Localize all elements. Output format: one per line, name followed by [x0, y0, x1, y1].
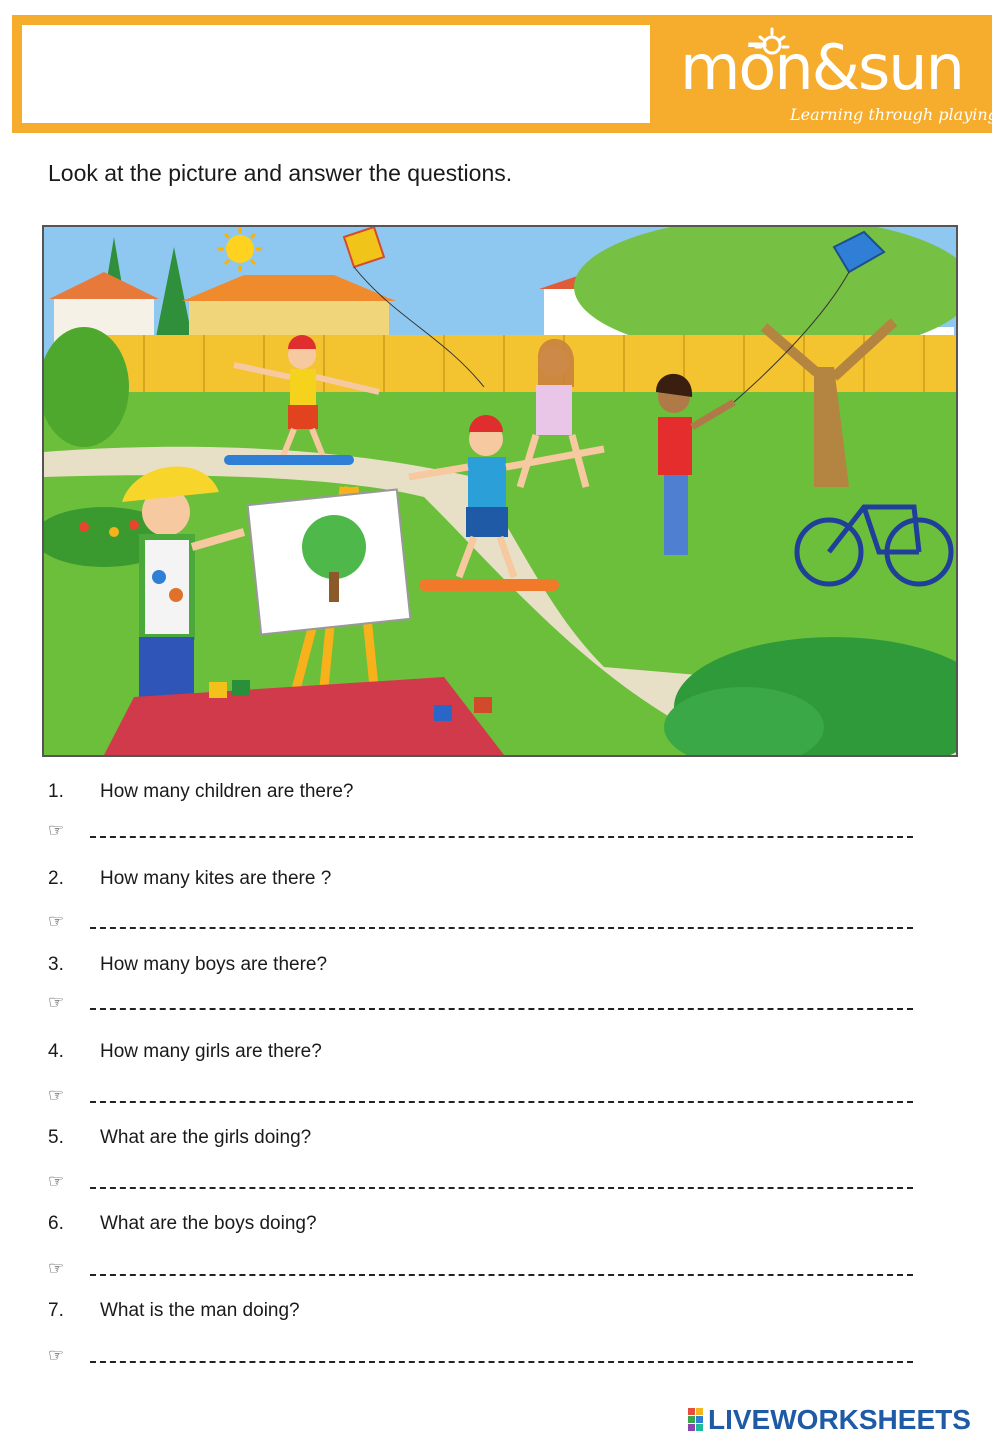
name-box[interactable]	[22, 25, 650, 123]
question-2	[48, 868, 331, 890]
question-number: 7.	[48, 1300, 64, 1321]
answer-line-4[interactable]	[48, 1085, 913, 1107]
answer-line-5[interactable]	[48, 1171, 913, 1193]
pointing-hand-icon: ☞	[48, 1085, 65, 1106]
question-text: What are the boys doing?	[100, 1213, 317, 1234]
footer-brand-text: LIVEWORKSHEETS	[708, 1404, 971, 1435]
logo-text: mōn&sun	[680, 31, 963, 104]
question-number: 3.	[48, 954, 64, 975]
instruction-text: Look at the picture and answer the questions.	[48, 160, 513, 186]
question-4	[48, 1041, 322, 1063]
question-number: 1.	[48, 781, 64, 802]
pointing-hand-icon: ☞	[48, 911, 65, 932]
question-text: What is the man doing?	[100, 1300, 300, 1321]
question-5	[48, 1127, 311, 1149]
logo	[674, 31, 998, 124]
answer-line-3[interactable]	[48, 992, 913, 1014]
question-text: How many boys are there?	[100, 954, 328, 975]
pointing-hand-icon: ☞	[48, 1171, 65, 1192]
question-1	[48, 781, 353, 803]
answer-line-1[interactable]	[48, 820, 913, 842]
question-text: How many children are there?	[100, 781, 354, 802]
question-6	[48, 1213, 317, 1235]
question-3	[48, 954, 327, 976]
logo-tagline: Learning through playing	[790, 105, 998, 124]
question-number: 4.	[48, 1041, 64, 1062]
question-text: What are the girls doing?	[100, 1127, 312, 1148]
liveworksheets-logo-icon	[688, 1408, 704, 1432]
park-scene-svg	[44, 227, 956, 755]
answer-line-6[interactable]	[48, 1258, 913, 1280]
answer-line-7[interactable]	[48, 1345, 913, 1367]
park-scene-illustration	[42, 225, 958, 757]
question-number: 5.	[48, 1127, 64, 1148]
question-text: How many girls are there?	[100, 1041, 322, 1062]
header-banner	[12, 15, 998, 133]
pointing-hand-icon: ☞	[48, 820, 65, 841]
pointing-hand-icon: ☞	[48, 1258, 65, 1279]
answer-line-2[interactable]	[48, 911, 913, 933]
question-text: How many kites are there ?	[100, 868, 332, 889]
question-number: 6.	[48, 1213, 64, 1234]
pointing-hand-icon: ☞	[48, 992, 65, 1013]
question-7	[48, 1300, 300, 1322]
pointing-hand-icon: ☞	[48, 1345, 65, 1366]
question-number: 2.	[48, 868, 64, 889]
